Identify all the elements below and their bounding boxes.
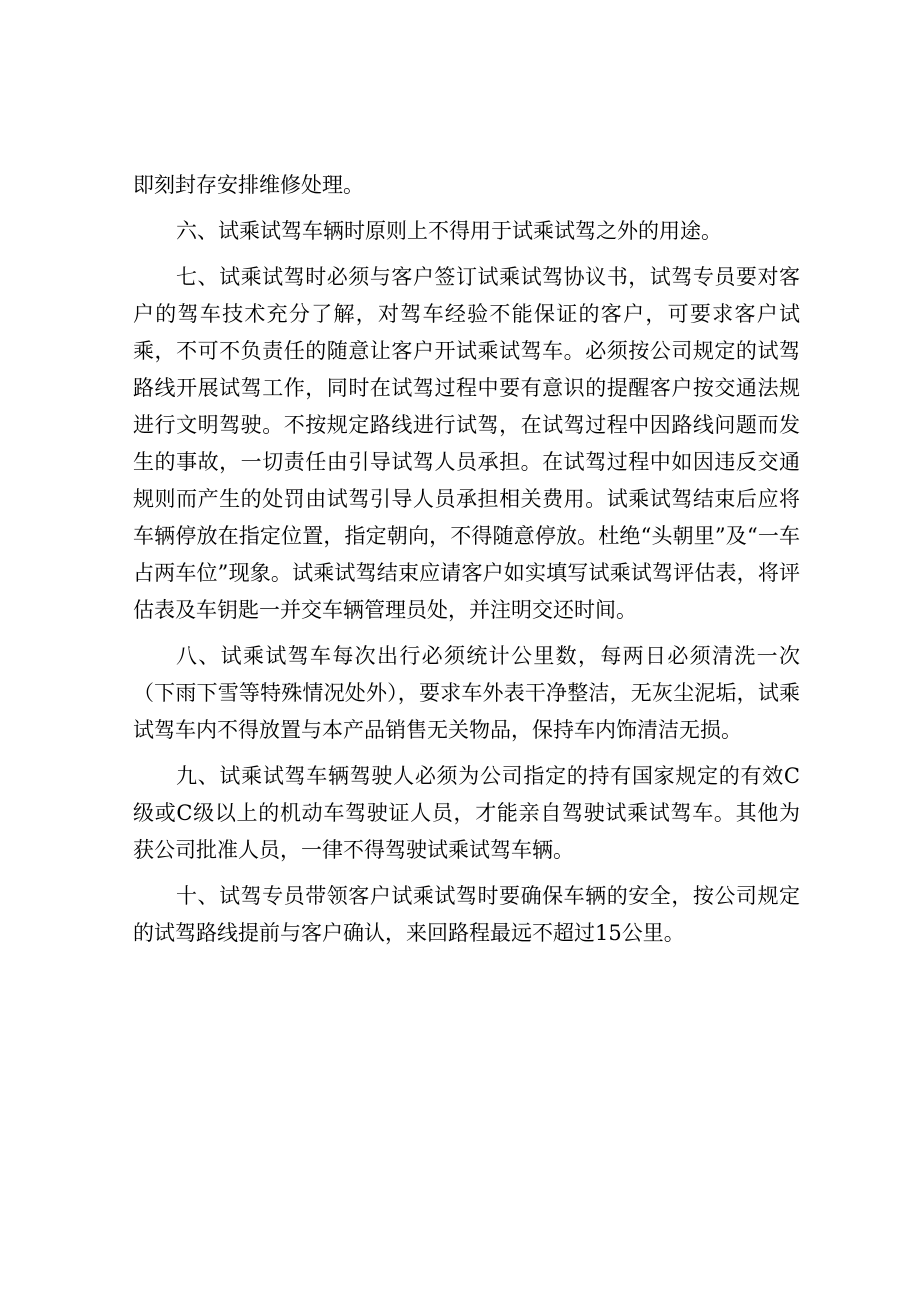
paragraph-item-9: 九、试乘试驾车辆驾驶人必须为公司指定的持有国家规定的有效C级或C级以上的机动车驾驶证人员，才能亲自驾驶试乘试驾车。其他为获公司批准人员，一律不得驾驶试乘试驾车辆。	[133, 764, 800, 862]
paragraph-continuation: 即刻封存安排维修处理。	[133, 173, 364, 197]
paragraph-item-8: 八、试乘试驾车每次出行必须统计公里数，每两日必须清洗一次（下雨下雪等特殊情况处外），要求车外表干净整洁，无灰尘泥垢，试乘试驾车内不得放置与本产品销售无关物品，保持车内饰清洁无损。	[133, 644, 800, 742]
document-body	[133, 167, 800, 961]
paragraph-item-10: 十、试驾专员带领客户试乘试驾时要确保车辆的安全，按公司规定的试驾路线提前与客户确认，来回路程最远不超过15公里。	[133, 884, 800, 945]
paragraph-item-7: 七、试乘试驾时必须与客户签订试乘试驾协议书，试驾专员要对客户的驾车技术充分了解，对驾车经验不能保证的客户，可要求客户试乘，不可不负责任的随意让客户开试乘试驾车。必须按公司规定的试驾路线开展试驾工作，同时在试驾过程中要有意识的提醒客户按交通法规进行文明驾驶。不按规定路线进行试驾，在试驾过程中因路线问题而发生的事故，一切责任由引导试驾人员承担。在试驾过程中如因违反交通规则而产生的处罚由试驾引导人员承担相关费用。试乘试驾结束后应将车辆停放在指定位置，指定朝向，不得随意停放。杜绝“头朝里”及“一车占两车位”现象。试乘试驾结束应请客户如实填写试乘试驾评估表，将评估表及车钥匙一并交车辆管理员处，并注明交还时间。	[133, 265, 800, 622]
paragraph-item-6: 六、试乘试驾车辆时原则上不得用于试乘试驾之外的用途。	[176, 219, 722, 243]
